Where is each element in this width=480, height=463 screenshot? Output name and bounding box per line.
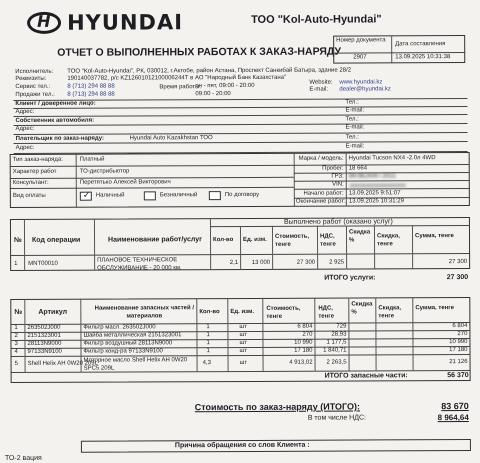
parts-col-n: № [14,308,23,316]
parts-row-art: 97133N9100 [27,348,62,355]
pay-cash-label: Наличный [95,192,125,199]
parts-row-name: Моторное масло Shell Helix AH 0W20 SPC5 209L [83,357,188,372]
sales-phone[interactable]: 8 (713) 294 88 88 [67,91,115,98]
executor-label: Исполнитель: [15,68,54,75]
client-address-label: Адрес: [15,108,35,115]
parts-row-vat: 28,93 [331,331,347,338]
parts-row-art: 2151323001 [27,332,61,339]
parts-row-n: 5 [14,360,18,367]
grand-total: 83 670 [441,401,469,412]
parts-col-cost: Стоимость, тенге [266,305,301,320]
parts-row-n: 3 [14,340,18,347]
order-type-value: Платный [79,156,105,163]
mileage-value: 18 664 [348,165,368,172]
work-hours-2: 09:00 - 20:00 [195,91,231,98]
hyundai-logo [27,10,183,35]
parts-row-vat: 1 840,71 [323,347,347,354]
parts-total: 56 370 [447,372,469,380]
parts-row-qty: 1 [206,348,210,355]
payer-label: Плательщик по заказ-наряду: [15,135,105,142]
service-phone-label: Сервис тел.: [15,83,51,90]
doc-number-label: Номер документа [336,37,386,44]
works-col-unit: Ед. изм. [243,236,267,243]
plate-value: 947ВСА04 / 2021 [348,173,396,180]
vin-redacted [350,183,406,187]
parts-row-unit: шт [239,347,248,355]
parts-col-vat: НДС, тенге [318,305,335,320]
work-end-label: Окончание работ: [295,198,346,205]
sales-phone-label: Продажи тел.: [15,91,55,98]
work-start-value: 13.09.2025 9:51:07 [348,190,401,197]
parts-col-qty: Кол-во [199,309,220,316]
client-label: Клиент / доверенное лицо: [15,100,96,107]
works-col-name: Наименование работ/услуг [108,236,203,244]
parts-row-sum: 10 990 [449,339,468,346]
requisites-value: 190140037782, р/с KZ12601012100006244Т в АО "Народный Банк Казахстана" [67,74,287,82]
plate-label: ГРЗ: [331,173,344,180]
pay-contract-label: По договору [224,191,260,199]
doc-number: 2907 [353,54,367,61]
parts-row-unit: шт [239,323,247,331]
parts-row-qty: 1 [206,332,210,339]
payer-tel-label: Тел.: [345,134,359,141]
parts-row-vat: 2 263,5 [326,359,347,366]
grand-total-label: Стоимость по заказ-наряду (ИТОГО): [194,401,360,413]
vat-total-label: В том числе НДС: [307,414,366,422]
parts-col-disc: Скидка % [351,301,373,316]
works-row-n: 1 [14,260,18,267]
parts-row-art: 28113N9000 [27,340,62,347]
work-start-label: Начало работ: [303,190,344,197]
parts-row-sum: 6 804 [452,323,468,330]
client-tel-label: Тел.: [345,99,359,106]
work-hours: пн - пят, 09:00 - 20:00 [195,82,255,90]
requisites-label: Реквизиты: [15,75,47,82]
works-col-disc-sum: Скидка, тенге [377,233,400,248]
works-row-unit: 13 000 [251,259,271,266]
vat-total: 8 964,64 [437,413,469,423]
works-row-sum: 27 300 [448,259,468,266]
parts-col-name: Наименование запасных частей / материалов [94,305,195,320]
parts-row-cost: 4 913,02 [289,359,313,366]
work-character-label: Характер работ [12,168,57,176]
works-total: 27 300 [446,274,469,282]
model-label: Марка / модель: [298,155,344,162]
executor-value: ТОО "Kol-Auto-Hyundai", РК, 030012, г.Актобе, район Астана, Проспект Санкибай Батыра, здание 28/2 [67,67,352,75]
company-name: ТОО "Kol-Auto-Hyundai" [251,13,382,26]
parts-row-n: 4 [14,348,18,355]
works-col-n: № [14,236,22,244]
parts-row-art: Shell Helix AH 0W20 209L [27,360,98,367]
document-title: ОТЧЕТ О ВЫПОЛНЕННЫХ РАБОТАХ К ЗАКАЗ-НАРЯДУ [57,45,342,59]
parts-col-art: Артикул [38,308,68,316]
email-label: E-mail: [309,86,329,93]
works-row-cost: 27 300 [296,259,316,266]
parts-row-vat: 1 177,5 [326,339,347,346]
works-col-vat: НДС, тенге [320,233,336,248]
client-email-label: E-mail: [345,107,365,114]
parts-row-name: Фильтр воздушный 28113N9000 [83,340,173,347]
parts-row-cost: 270 [302,331,313,338]
pay-cash-checkbox[interactable] [80,192,92,201]
website-label: Website: [309,79,333,86]
parts-row-art: 263502J000 [27,324,61,331]
pay-noncash-label: Безналичный [159,192,198,199]
works-col-sum: Сумма, тенге [415,233,454,240]
work-character-value: ТО-дистрибьютор [79,168,130,175]
payment-type-label: Вид оплаты [12,192,46,200]
parts-row-sum: 270 [457,331,468,338]
works-row-name: ПЛАНОВОЕ ТЕХНИЧЕСКОЕ ОБСЛУЖИВАНИЕ - 20 000 км. [97,257,182,272]
parts-col-unit: Ед. изм. [230,308,255,316]
works-total-label: ИТОГО услуги: [324,274,376,282]
parts-row-vat: 729 [336,323,347,330]
consultant-label: Консультант: [12,179,49,187]
model-value: Hyundai Tucson NX4 -2.0л 4WD [348,155,436,162]
parts-row-name: Фильтр конд-ра 97133N9100 [83,348,163,355]
website-link[interactable]: www.hyundai.kz [339,79,383,86]
hyundai-emblem-icon [27,12,61,34]
parts-row-cost: 6 804 [297,323,313,330]
brand-name: HYUNDAI [67,10,184,35]
works-row-code: MNT00010 [28,260,58,267]
parts-row-sum: 17 180 [449,347,468,354]
doc-date-label: Дата составления [395,41,446,48]
payer-email-label: E-mail: [345,143,365,150]
parts-row-unit: шт [239,331,248,339]
owner-label: Собственник автомобиля: [15,117,95,124]
doc-date: 13.09.2025 10:31:38 [395,54,451,61]
parts-col-disc-sum: Скидка, тенге [378,305,402,320]
order-type-label: Тип заказ-наряда: [12,156,63,164]
service-phone[interactable]: 8 (713) 294 88 88 [67,83,115,90]
owner-tel-label: Тел.: [345,116,359,123]
pay-noncash-checkbox[interactable] [144,191,156,200]
parts-row-n: 1 [14,324,18,331]
owner-email-label: E-mail: [345,124,365,131]
parts-total-label: ИТОГО запасные части: [324,372,408,380]
payer-address-label: Адрес: [15,144,35,151]
parts-row-qty: 4,3 [202,360,211,367]
parts-row-name: Фильтр масл. 263502J000 [83,324,156,331]
works-col-cost: Стоимость, тенге [275,233,310,248]
parts-row-qty: 1 [206,340,210,347]
payer-value: Hyundai Auto Kazakhstan ТОО [129,135,213,142]
works-col-code: Код операции [32,236,81,244]
consultant-value: Перетятько Алексей Викторович [79,179,171,186]
parts-row-qty: 1 [206,324,210,331]
parts-row-n: 2 [14,332,18,339]
work-end-value: 13.09.2025 10:31:29 [348,198,404,205]
works-section-title: Выполнено работ (оказано услуг) [283,218,393,226]
parts-col-sum: Сумма, тенге [415,305,455,312]
works-col-qty: Кол-во [213,237,234,244]
parts-row-cost: 10 990 [294,339,313,346]
works-col-disc: Скидка % [348,229,371,244]
parts-row-cost: 17 180 [294,347,313,354]
bottom-text: ТО-2 вация [4,454,42,463]
works-row-vat: 2 925 [329,259,345,266]
works-row-qty: 2,1 [229,260,239,267]
parts-row-unit: шт [239,339,248,347]
email-link[interactable]: dealer@hyundai.kz [339,86,391,93]
mileage-label: Пробег: [322,165,344,172]
pay-contract-checkbox[interactable] [209,191,221,200]
owner-address-label: Адрес: [15,125,35,132]
reason-label: Причина обращения со слов Клиента : [174,441,310,450]
parts-row-name: Шайба металлическая 2151323001 [83,332,182,339]
parts-row-sum: 21 126 [449,359,468,366]
parts-row-unit: шт [239,359,248,367]
work-hours-label: Время работы: [159,84,202,91]
vin-label: VIN: [332,181,344,188]
